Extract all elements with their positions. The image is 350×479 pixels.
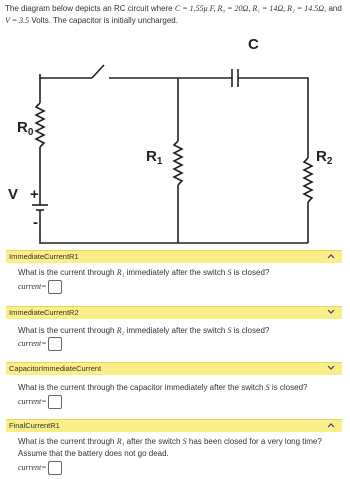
question-2-text: What is the current through R₂ immediately after the switch S is closed? [18, 326, 270, 335]
label-r2: $R_2$ [316, 148, 333, 167]
question-4-text: What is the current through R₁ after the switch S has been closed for a very long time? Assume that the battery does not go dead. [18, 437, 322, 458]
answer-row-2 [18, 337, 62, 351]
rc-circuit-diagram [0, 33, 350, 248]
answer-label: current= [18, 397, 47, 407]
panel-immediate-current-r2[interactable] [6, 306, 342, 319]
switch-blade [92, 65, 104, 78]
answer-input[interactable] [48, 280, 62, 294]
intro-text-3: Volts. The capacitor is initially uncharged. [29, 16, 178, 25]
answer-label: current= [18, 463, 47, 473]
intro-text-1: The diagram below depicts an RC circuit where [5, 4, 175, 13]
answer-row-4 [18, 461, 62, 475]
question-1-text: What is the current through R₁ immediately after the switch S is closed? [18, 268, 270, 277]
problem-statement [5, 3, 347, 27]
panel-capacitor-immediate-current[interactable] [6, 362, 342, 375]
wire-top-right [238, 78, 308, 158]
answer-row-1 [18, 280, 62, 294]
battery-plus: + [30, 186, 39, 203]
chevron-down-icon[interactable] [326, 363, 336, 373]
label-r1: $R_1$ [146, 148, 163, 167]
wire-bottom [40, 210, 308, 243]
panel-final-current-r1[interactable] [6, 419, 342, 432]
answer-input[interactable] [48, 461, 62, 475]
resistor-r1 [174, 141, 182, 185]
label-r0: $R_0$ [17, 119, 34, 138]
panel-title: ImmediateCurrentR2 [9, 308, 79, 317]
panel-title: CapacitorImmediateCurrent [9, 364, 102, 373]
wire-top-left [40, 74, 92, 78]
component-values: C = 1.55μ F, R₀ = 20Ω, R₁ = 14Ω, R₂ = 14.5Ω [174, 4, 325, 13]
panel-title: ImmediateCurrentR1 [9, 252, 79, 261]
chevron-up-icon[interactable] [326, 420, 336, 430]
panel-immediate-current-r1[interactable] [6, 250, 342, 263]
answer-row-3 [18, 395, 62, 409]
intro-text-2: , and [324, 4, 342, 13]
battery-minus: - [33, 214, 38, 231]
answer-input[interactable] [48, 395, 62, 409]
answer-label: current= [18, 339, 47, 349]
resistor-r2 [304, 158, 312, 202]
answer-label: current= [18, 282, 47, 292]
label-c: C [248, 36, 259, 53]
label-v: V [8, 186, 19, 203]
chevron-up-icon[interactable] [326, 251, 336, 261]
question-3-text: What is the current through the capacitor immediately after the switch S is closed? [18, 383, 308, 392]
voltage-value: V = 3.5 [5, 16, 30, 25]
chevron-down-icon[interactable] [326, 307, 336, 317]
panel-title: FinalCurrentR1 [9, 421, 60, 430]
answer-input[interactable] [48, 337, 62, 351]
resistor-r0 [36, 103, 44, 147]
